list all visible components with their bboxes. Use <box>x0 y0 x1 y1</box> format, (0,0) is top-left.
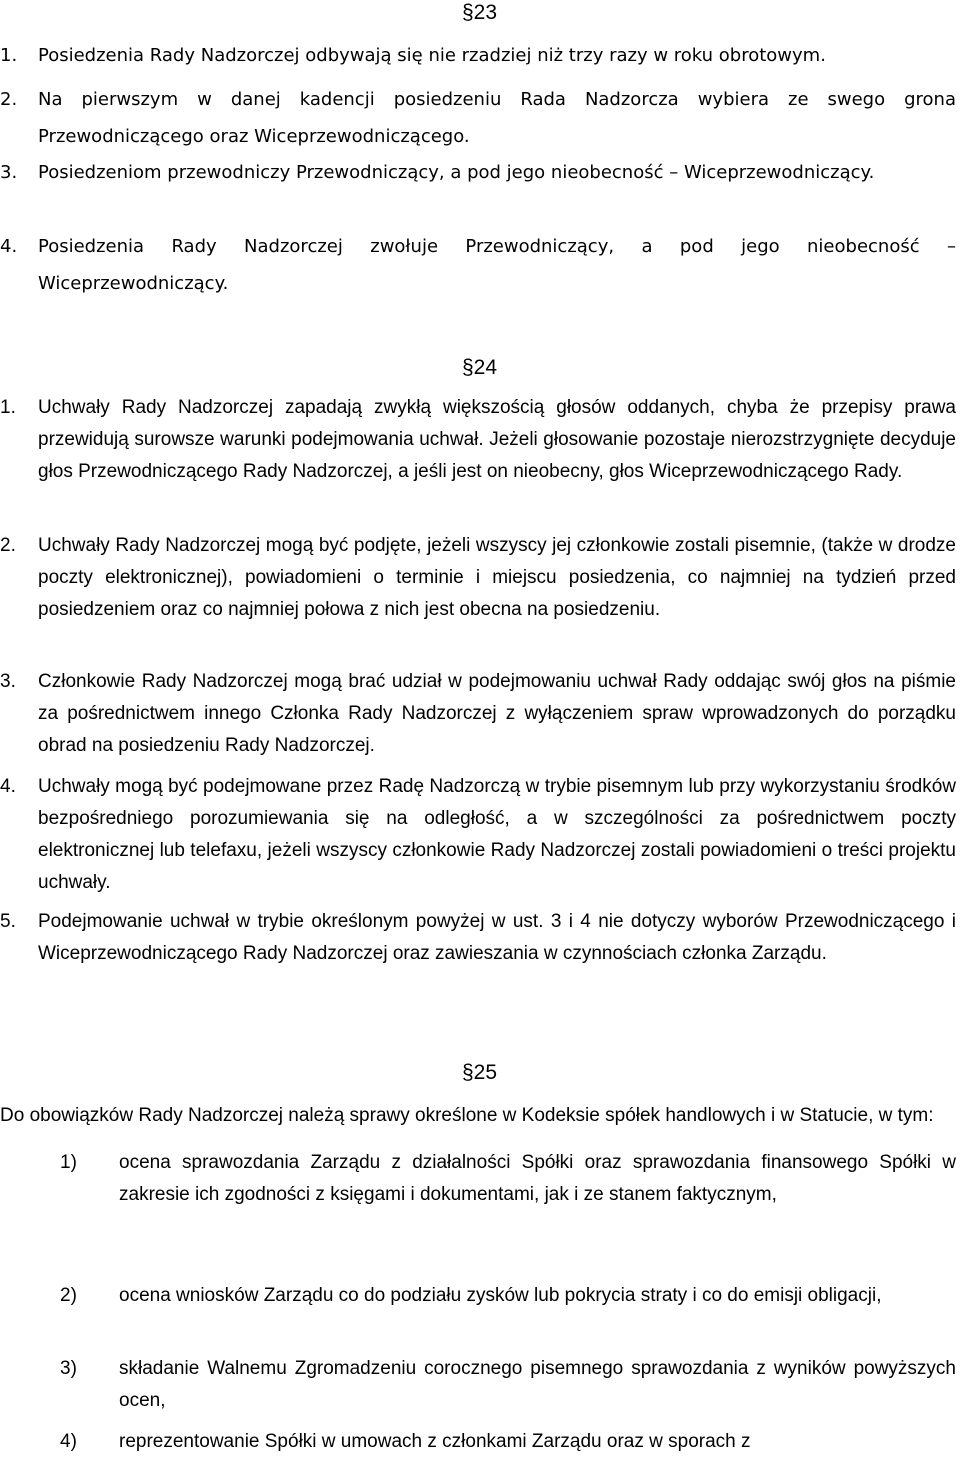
item-text: Posiedzenia Rady Nadzorczej zwołuje Przewodniczący, a pod jego nieobecność – Wiceprzewodniczący. <box>38 236 956 294</box>
item-text: Podejmowanie uchwał w trybie określonym powyżej w ust. 3 i 4 nie dotyczy wyborów Przewodniczącego i Wiceprzewodniczącego Rady Nadzorczej oraz zawieszania w czynnościach członka Zarządu. <box>38 911 956 964</box>
item-number: 3. <box>0 671 16 692</box>
item-number: 4. <box>0 236 18 257</box>
item-text: składanie Walnemu Zgromadzeniu corocznego pisemnego sprawozdania z wyników powyższych ocen, <box>119 1358 956 1411</box>
section-intro: Do obowiązków Rady Nadzorczej należą sprawy określone w Kodeksie spółek handlowych i w Statucie, w tym: <box>0 1105 934 1126</box>
item-text: Na pierwszym w danej kadencji posiedzeniu Rada Nadzorcza wybiera ze swego grona Przewodniczącego oraz Wiceprzewodniczącego. <box>38 89 956 147</box>
item-number: 3) <box>60 1358 77 1379</box>
item-text: Posiedzeniom przewodniczy Przewodniczący, a pod jego nieobecność – Wiceprzewodniczący. <box>38 162 875 183</box>
section-heading-25: §25 <box>462 1061 498 1084</box>
item-number: 4. <box>0 776 16 797</box>
section-heading-23: §23 <box>462 1 498 24</box>
item-text: ocena wniosków Zarządu co do podziału zysków lub pokrycia straty i co do emisji obligacji, <box>119 1285 882 1306</box>
item-text: Uchwały Rady Nadzorczej mogą być podjęte, jeżeli wszyscy jej członkowie zostali pisemnie, (także w drodze poczty elektronicznej), powiadomieni o terminie i miejscu posiedzenia, co najmniej na tydzień przed posiedzeniem oraz co najmniej połowa z nich jest obecna na posiedzeniu. <box>38 535 956 620</box>
item-number: 1. <box>0 397 16 418</box>
item-number: 3. <box>0 162 18 183</box>
section-heading-24: §24 <box>462 356 498 379</box>
item-number: 5. <box>0 911 16 932</box>
item-text: Posiedzenia Rady Nadzorczej odbywają się nie rzadziej niż trzy razy w roku obrotowym. <box>38 45 826 66</box>
item-number: 2. <box>0 89 18 110</box>
item-text: Członkowie Rady Nadzorczej mogą brać udział w podejmowaniu uchwał Rady oddając swój głos na piśmie za pośrednictwem innego Członka Rady Nadzorczej z wyłączeniem spraw wprowadzonych do porządku obrad na posiedzeniu Rady Nadzorczej. <box>38 671 956 756</box>
item-number: 4) <box>60 1431 77 1452</box>
item-number: 1. <box>0 45 18 66</box>
item-text: reprezentowanie Spółki w umowach z członkami Zarządu oraz w sporach z <box>119 1431 751 1452</box>
item-number: 2) <box>60 1285 77 1306</box>
item-text: ocena sprawozdania Zarządu z działalności Spółki oraz sprawozdania finansowego Spółki w zakresie ich zgodności z księgami i dokumentami, jak i ze stanem faktycznym, <box>119 1152 956 1205</box>
item-text: Uchwały Rady Nadzorczej zapadają zwykłą większością głosów oddanych, chyba że przepisy prawa przewidują surowsze warunki podejmowania uchwał. Jeżeli głosowanie pozostaje nierozstrzygnięte decyduje głos Przewodniczącego Rady Nadzorczej, a jeśli jest on nieobecny, głos Wiceprzewodniczącego Rady. <box>38 397 956 482</box>
item-text: Uchwały mogą być podejmowane przez Radę Nadzorczą w trybie pisemnym lub przy wykorzystaniu środków bezpośredniego porozumiewania się na odległość, a w szczególności za pośrednictwem poczty elektronicznej lub telefaxu, jeżeli wszyscy członkowie Rady Nadzorczej zostali powiadomieni o treści projektu uchwały. <box>38 776 956 893</box>
item-number: 2. <box>0 535 16 556</box>
item-number: 1) <box>60 1152 77 1173</box>
